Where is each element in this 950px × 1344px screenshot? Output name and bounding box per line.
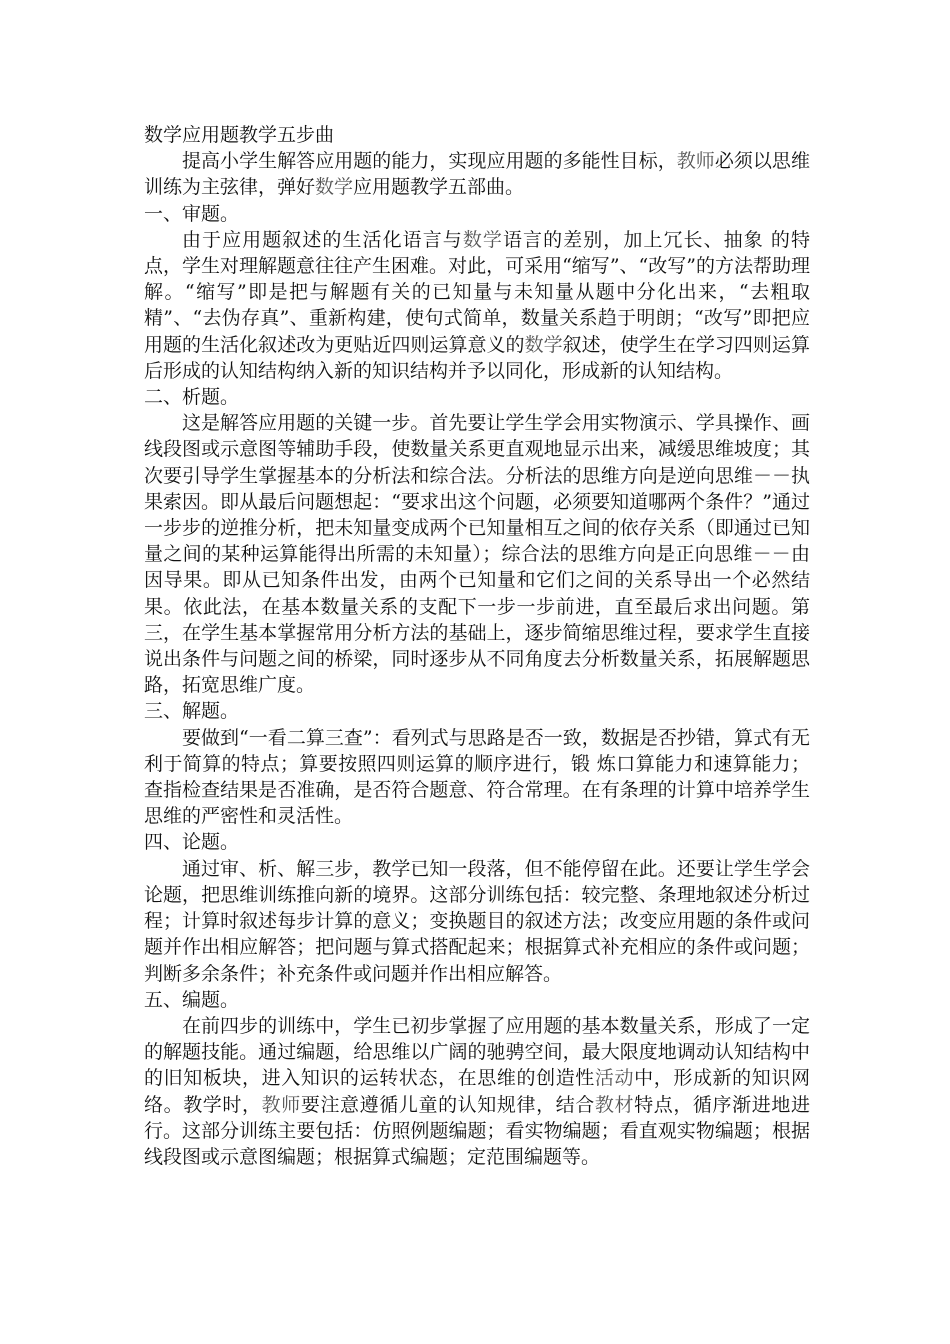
- text-run: 在前四步的训练中，学生已初步掌握了应用题的基本数量关系，形成了一定的解题技能。通过编题，给思维以广阔的驰骋空间，最大限度地调动认知结构中的旧知板块，进入知识的运转状态，在思维的创造性: [144, 1014, 810, 1090]
- text-run: 要注意遵循儿童的认知规律，结合: [300, 1093, 595, 1116]
- section-heading-4: 四、论题。: [144, 831, 240, 854]
- section-heading-5: 五、编题。: [144, 988, 240, 1011]
- section-heading-3: 三、解题。: [144, 700, 240, 723]
- text-run: 必须以思维训练为主弦律，弹好: [144, 150, 810, 199]
- keyword-link[interactable]: 教材: [594, 1093, 635, 1116]
- section-paragraph-5: [144, 1013, 810, 1170]
- text-run: 语言的差别，加上冗长、抽象 的特点，学生对理解题意往往产生困难。对此，可采用“缩写”、“改写”的方法帮助理解。“缩写”即是把与解题有关的已知量与未知量从题中分化出来，“去粗取精”、“去伪存真”、重新构建，使句式简单，数量关系趋于明朗；“改写”即把应用题的生活化叙述改为更贴近四则运算意义的: [144, 228, 810, 356]
- section-heading-2: 二、析题。: [144, 386, 240, 409]
- text-run: 应用题教学五部曲。: [353, 176, 525, 199]
- section-heading-1: 一、审题。: [144, 202, 240, 225]
- section-paragraph-1: [144, 227, 810, 384]
- text-run: 中，形成新的知识网络。教学时，: [144, 1067, 810, 1116]
- section-paragraph-4: 通过审、析、解三步，教学已知一段落，但不能停留在此。还要让学生学会论题，把思维训练推向新的境界。这部分训练包括：较完整、条理地叙述分析过程；计算时叙述每步计算的意义；变换题目的叙述方法；改变应用题的条件或问题并作出相应解答；把问题与算式搭配起来；根据算式补充相应的条件或问题；判断多余条件；补充条件或问题并作出相应解答。: [144, 857, 810, 985]
- keyword-link[interactable]: 数学: [524, 333, 563, 356]
- section-paragraph-3: 要做到“一看二算三查”：看列式与思路是否一致，数据是否抄错，算式有无利于简算的特点；算要按照四则运算的顺序进行，锻 炼口算能力和速算能力；查指检查结果是否准确，是否符合题意、符合常理。在有条理的计算中培养学生思维的严密性和灵活性。: [144, 726, 810, 828]
- text-run: 叙述，使学生在学习四则运算后形成的认知结构纳入新的知识结构并予以同化，形成新的认知结构。: [144, 333, 810, 382]
- document-title: 数学应用题教学五步曲: [144, 124, 335, 146]
- keyword-link[interactable]: 教师: [261, 1093, 301, 1116]
- keyword-link[interactable]: 活动: [594, 1067, 635, 1090]
- intro-paragraph: [144, 148, 810, 200]
- text-run: 提高小学生解答应用题的能力，实现应用题的多能性目标，: [182, 150, 677, 173]
- section-paragraph-2: 这是解答应用题的关键一步。首先要让学生学会用实物演示、学具操作、画线段图或示意图等辅助手段，使数量关系更直观地显示出来，减缓思维坡度；其次要引导学生掌握基本的分析法和综合法。分析法的思维方向是逆向思维－－执果索因。即从最后问题想起：“要求出这个问题，必须要知道哪两个条件？”通过一步步的逆推分析，把未知量变成两个已知量相互之间的依存关系（即通过已知量之间的某种运算能得出所需的未知量）；综合法的思维方向是正向思维－－由因导果。即从已知条件出发，由两个已知量和它们之间的关系导出一个必然结果。依此法，在基本数量关系的支配下一步一步前进，直至最后求出问题。第三，在学生基本掌握常用分析方法的基础上，逐步简缩思维过程，要求学生直接说出条件与问题之间的桥梁，同时逐步从不同角度去分析数量关系，拓展解题思路，拓宽思维广度。: [144, 412, 810, 697]
- keyword-link[interactable]: 教师: [676, 150, 715, 173]
- keyword-link[interactable]: 数学: [462, 228, 503, 251]
- text-run: 特点，循序渐进地进行。这部分训练主要包括：仿照例题编题；看实物编题；看直观实物编题；根据线段图或示意图编题；根据算式编题；定范围编题等。: [144, 1093, 810, 1168]
- document-body: [144, 122, 810, 1170]
- keyword-link[interactable]: 数学: [315, 176, 354, 199]
- text-run: 由于应用题叙述的生活化语言与: [182, 228, 463, 251]
